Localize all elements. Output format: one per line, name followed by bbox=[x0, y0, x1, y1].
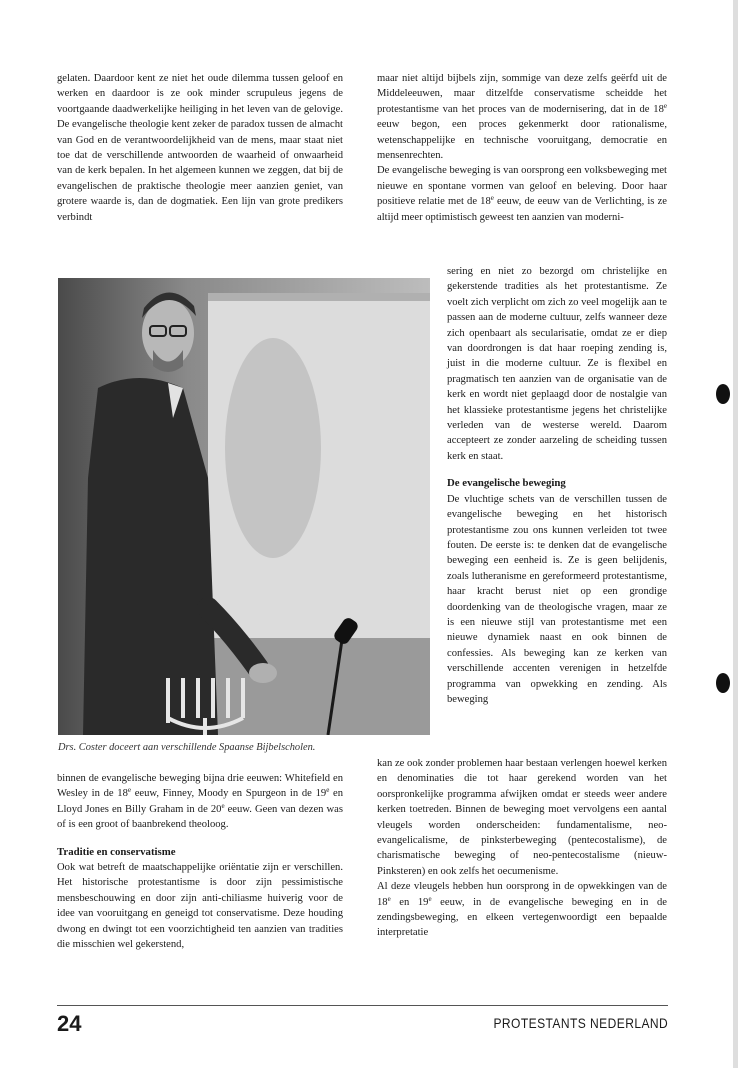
section-heading: De evangelische beweging bbox=[447, 477, 566, 490]
column-right-top bbox=[377, 71, 667, 225]
paragraph: De evangelische beweging is van oorsprong een volksbeweging met nieuwe en spontane vormen van geloof en beleving. Door haar positieve relatie met de 18e eeuw, de eeuw van de Verlichting, is ze altijd meer optimistisch geweest ten aanzien van moderni- bbox=[377, 165, 667, 223]
column-right-bottom bbox=[377, 756, 667, 941]
footer-masthead: PROTESTANTS NEDERLAND bbox=[493, 1015, 668, 1031]
column-left-top bbox=[57, 71, 343, 225]
binder-hole-icon bbox=[716, 673, 730, 693]
paragraph: De vluchtige schets van de verschillen tussen de evangelische beweging en het historisch protestantisme zou ons kunnen verleiden tot twee fouten. De eerste is: te denken dat de evangelische beweging een eenheid is. Ze is geen belijdenis, zoals lutheranisme en gereformeerd protestantisme, haar kracht berust niet op een grondige doordenking van de theologische vragen, maar ze is een nieuwe stijl van protestantisme met een nieuwe dynamiek naast en ook binnen de confessies. Als beweging kan ze kerken van verschillende accenten verenigen in hetzelfde programma van opwekking en zending. Als beweging bbox=[447, 493, 667, 705]
photo-caption: Drs. Coster doceert aan verschillende Spaanse Bijbelscholen. bbox=[58, 742, 316, 753]
paragraph: gelaten. Daardoor kent ze niet het oude dilemma tussen geloof en werken en daardoor is ze ook minder scrupuleus jegens de voortgaande daadwerkelijke heiliging in het leven van de gelovige. De evangelische theologie kent zeker de paradox tussen de almacht van God en de verantwoordelijkheid van de mens, maar staat niet toe dat de verschillende antwoorden de waarheid of onwaarheid van de kerk bepalen. In het algemeen kunnen we zeggen, dat bij de evangelischen de praktische theologie meer aanzien geniet, van grotere waarde is, dan de dogmatiek. Een lijn van grote predikers verbindt bbox=[57, 73, 343, 223]
binder-hole-icon bbox=[716, 384, 730, 404]
paragraph: Al deze vleugels hebben hun oorsprong in de opwekkingen van de 18e en 19e eeuw, in de evangelische beweging en in de zendingsbeweging, en elkeen vertegenwoordigt een bepaalde interpretatie bbox=[377, 881, 667, 939]
photo-lecturer bbox=[58, 278, 430, 735]
page-number: 24 bbox=[57, 1011, 82, 1036]
paragraph: sering en niet zo bezorgd om christelijke en gekerstende tradities als het protestantisme. Ze voelt zich verplicht om zich zo veel mogelijk aan te passen aan de moderne cultuur, zelfs wanneer deze zich openbaart als secularisatie, omdat ze er diep van doordrongen is dat haar roeping zending is, juist in die moderne cultuur. Ze is flexibel en pragmatisch ten aanzien van de organisatie van de kerk en wordt niet geplaagd door de nostalgie van het klassieke protestantisme jegens het christelijke verleden van de westerse wereld. Daarom accepteert ze zonder aarzeling de scheiding tussen kerk en staat. bbox=[447, 266, 667, 462]
paragraph: Ook wat betreft de maatschappelijke oriëntatie zijn er verschillen. Het historische protestantisme is door zijn pessimistische mensbeschouwing en door zijn anti-chiliasme huiverig voor de idee van vooruitgang en geneigd tot conservatisme. Deze houding dwong en dwingt tot een voorzichtigheid ten aanzien van tradities die misschien wel gekerstend, bbox=[57, 862, 343, 951]
column-left-bottom bbox=[57, 771, 343, 952]
section-heading: Traditie en conservatisme bbox=[57, 845, 176, 858]
column-right-narrow bbox=[447, 264, 667, 707]
footer-rule bbox=[57, 1005, 668, 1006]
paragraph: kan ze ook zonder problemen haar bestaan verlengen hoewel kerken en denominaties die tot haar gerekend worden van het oorspronkelijke programma afwijken omdat er steeds weer andere kerken toetreden. Binnen de beweging moet vervolgens een aantal vleugels worden onderscheiden: fundamentalisme, neo-evangelicalisme, de pinksterbeweging (pentecostalisme), de charismatische beweging of neo-pentecostalisme (nieuw-Pinksteren) en ook zelfs het oecumenisme. bbox=[377, 758, 667, 877]
paragraph: maar niet altijd bijbels zijn, sommige van deze zelfs geërfd uit de Middeleeuwen, maar ditzelfde conservatisme scheidde het protestantisme van het proces van de modernisering, dat in de 18e eeuw begon, een proces gekenmerkt door rationalisme, wetenschappelijke en technische vooruitgang, democratie en mensenrechten. bbox=[377, 73, 667, 162]
page-edge bbox=[733, 0, 738, 1068]
paragraph: binnen de evangelische beweging bijna drie eeuwen: Whitefield en Wesley in de 18e eeuw, Finney, Moody en Spurgeon in de 19e en Lloyd Jones en Billy Graham in de 20e eeuw. Geen van dezen was of is een groot of baanbrekend theoloog. bbox=[57, 773, 344, 831]
